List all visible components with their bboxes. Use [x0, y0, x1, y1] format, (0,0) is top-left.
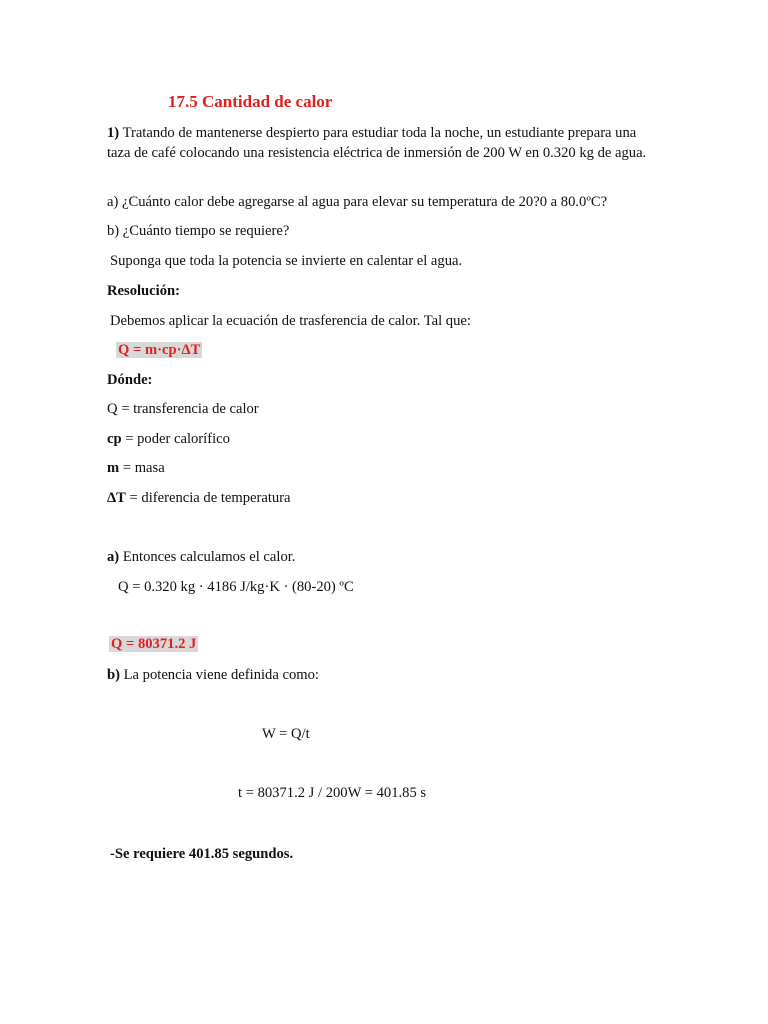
question-b: b) ¿Cuánto tiempo se requiere? [107, 223, 290, 239]
problem-text: Tratando de mantenerse despierto para estudiar toda la noche, un estudiante prepara una taza de café colocando una resistencia eléctrica de inmersión de 200 W en 0.320 kg de agua. [107, 125, 647, 161]
definition-desc: = transferencia de calor [117, 401, 259, 417]
heat-formula [116, 341, 202, 360]
part-a-result-highlight: Q = 80371.2 J [111, 636, 197, 652]
power-formula: W = Q/t [262, 726, 310, 742]
part-a-result [109, 635, 198, 654]
part-b-label: b) [107, 667, 120, 683]
conclusion: -Se requiere 401.85 segundos. [110, 846, 294, 862]
definition-desc: = masa [119, 460, 165, 476]
definition-term: cp [107, 431, 122, 447]
part-a [107, 548, 295, 567]
part-a-label: a) [107, 549, 120, 565]
definition-desc: = diferencia de temperatura [125, 490, 291, 506]
problem-statement [107, 124, 647, 163]
definition-cp [107, 430, 230, 449]
time-calculation: t = 80371.2 J / 200W = 401.85 s [238, 785, 427, 801]
problem-number: 1) [107, 125, 120, 141]
heat-formula-highlight: Q = m·cp·ΔT [118, 342, 201, 358]
part-b [107, 666, 319, 685]
where-heading: Dónde: [107, 372, 153, 388]
definition-q [107, 400, 259, 419]
question-a: a) ¿Cuánto calor debe agregarse al agua para elevar su temperatura de 20?0 a 80.0ºC? [107, 194, 608, 210]
part-a-calculation: Q = 0.320 kg · 4186 J/kg·K · (80-20) ºC [118, 579, 354, 595]
definition-term: ΔT [107, 490, 126, 506]
resolution-intro: Debemos aplicar la ecuación de trasferencia de calor. Tal que: [110, 313, 471, 329]
definition-delta-t [107, 489, 291, 508]
section-title: 17.5 Cantidad de calor [168, 92, 333, 111]
definition-term: Q [107, 401, 118, 417]
part-a-text: Entonces calculamos el calor. [119, 549, 296, 565]
definition-desc: = poder calorífico [121, 431, 230, 447]
part-b-text: La potencia viene definida como: [119, 667, 319, 683]
definition-m [107, 459, 165, 478]
definition-term: m [107, 460, 120, 476]
resolution-heading: Resolución: [107, 283, 180, 299]
assumption: Suponga que toda la potencia se invierte en calentar el agua. [110, 253, 463, 269]
